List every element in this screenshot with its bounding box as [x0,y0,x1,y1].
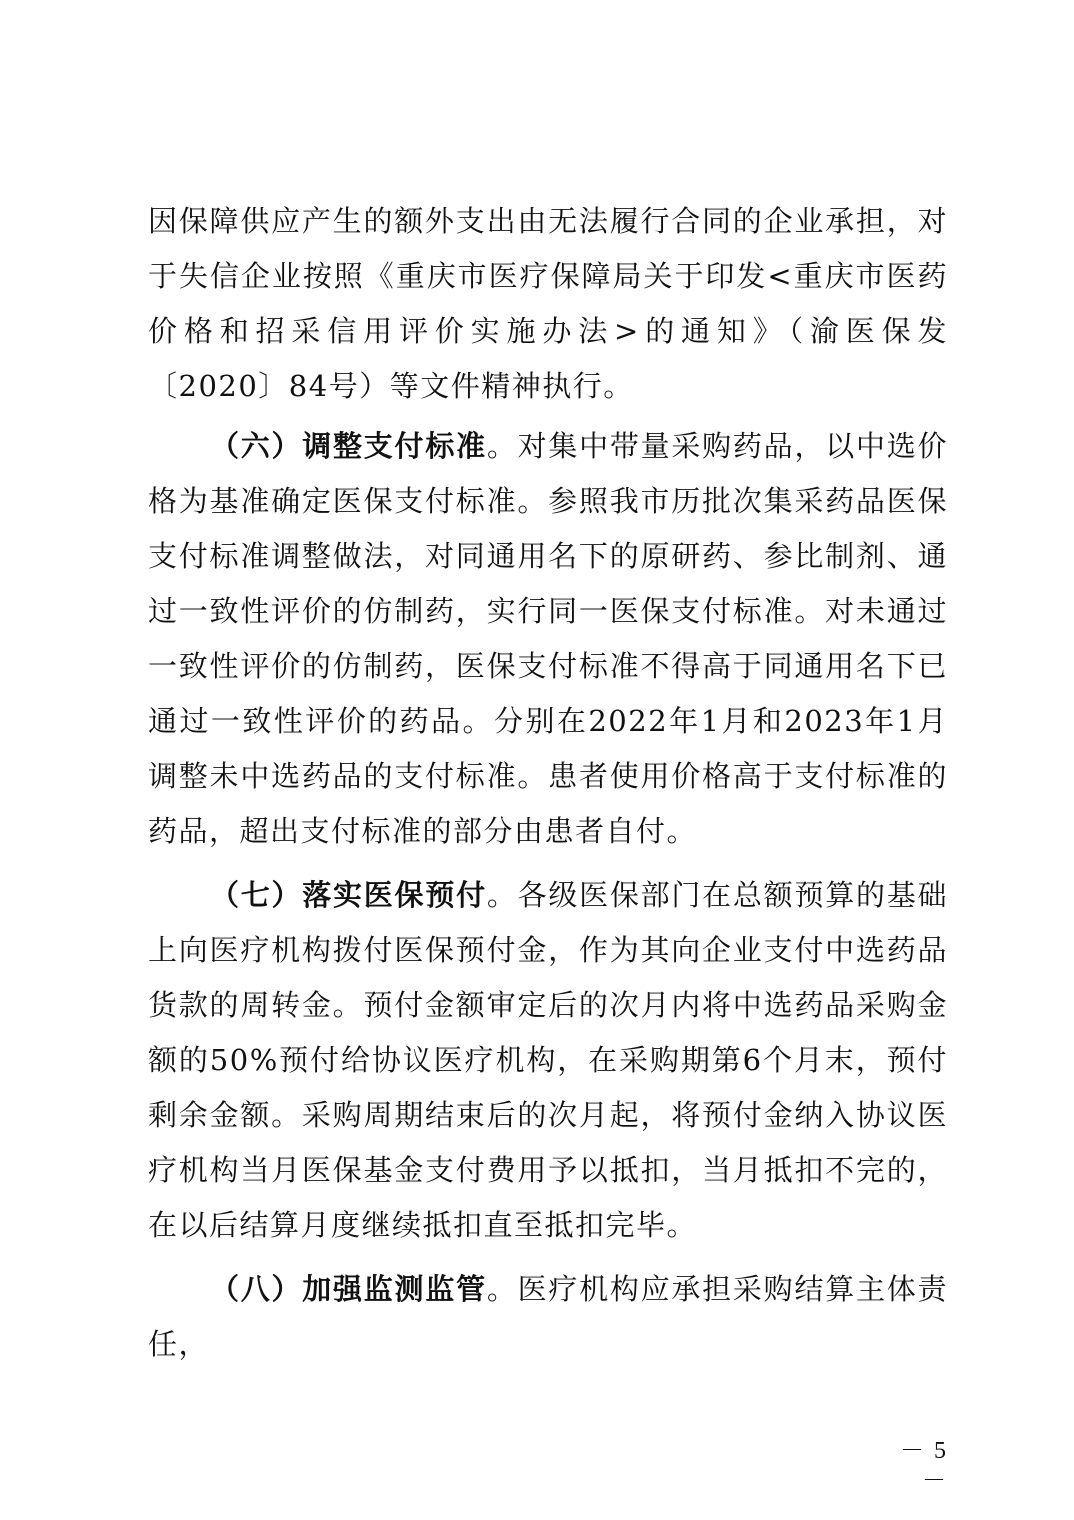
page-number: － 5 － [900,1438,948,1494]
paragraph-section-6 [148,419,948,859]
paragraph-text: 因保障供应产生的额外支出由无法履行合同的企业承担，对于失信企业按照《重庆市医疗保障局关于印发<重庆市医药价格和招采信用评价实施办法>的通知》（渝医保发〔2020〕84号）等文件精神执行。 [148,204,948,403]
paragraph-section-7 [148,868,948,1253]
paragraph-section-8 [148,1262,948,1372]
paragraph-continuation [148,194,948,414]
paragraph-text: 。医疗机构应承担采购结算主体责任， [148,1272,948,1361]
paragraph-text: 。对集中带量采购药品，以中选价格为基准确定医保支付标准。参照我市历批次集采药品医保支付标准调整做法，对同通用名下的原研药、参比制剂、通过一致性评价的仿制药，实行同一医保支付标准。对未通过一致性评价的仿制药，医保支付标准不得高于同通用名下已通过一致性评价的药品。分别在2022年1月和2023年1月调整未中选药品的支付标准。患者使用价格高于支付标准的药品，超出支付标准的部分由患者自付。 [148,429,948,848]
section-heading-8: （八）加强监测监管 [210,1272,487,1306]
section-heading-6: （六）调整支付标准 [210,429,487,463]
section-heading-7: （七）落实医保预付 [210,878,487,912]
paragraph-text: 。各级医保部门在总额预算的基础上向医疗机构拨付医保预付金，作为其向企业支付中选药品货款的周转金。预付金额审定后的次月内将中选药品采购金额的50%预付给协议医疗机构，在采购期第6个月末，预付剩余金额。采购周期结束后的次月起，将预付金纳入协议医疗机构当月医保基金支付费用予以抵扣，当月抵扣不完的，在以后结算月度继续抵扣直至抵扣完毕。 [148,878,948,1242]
